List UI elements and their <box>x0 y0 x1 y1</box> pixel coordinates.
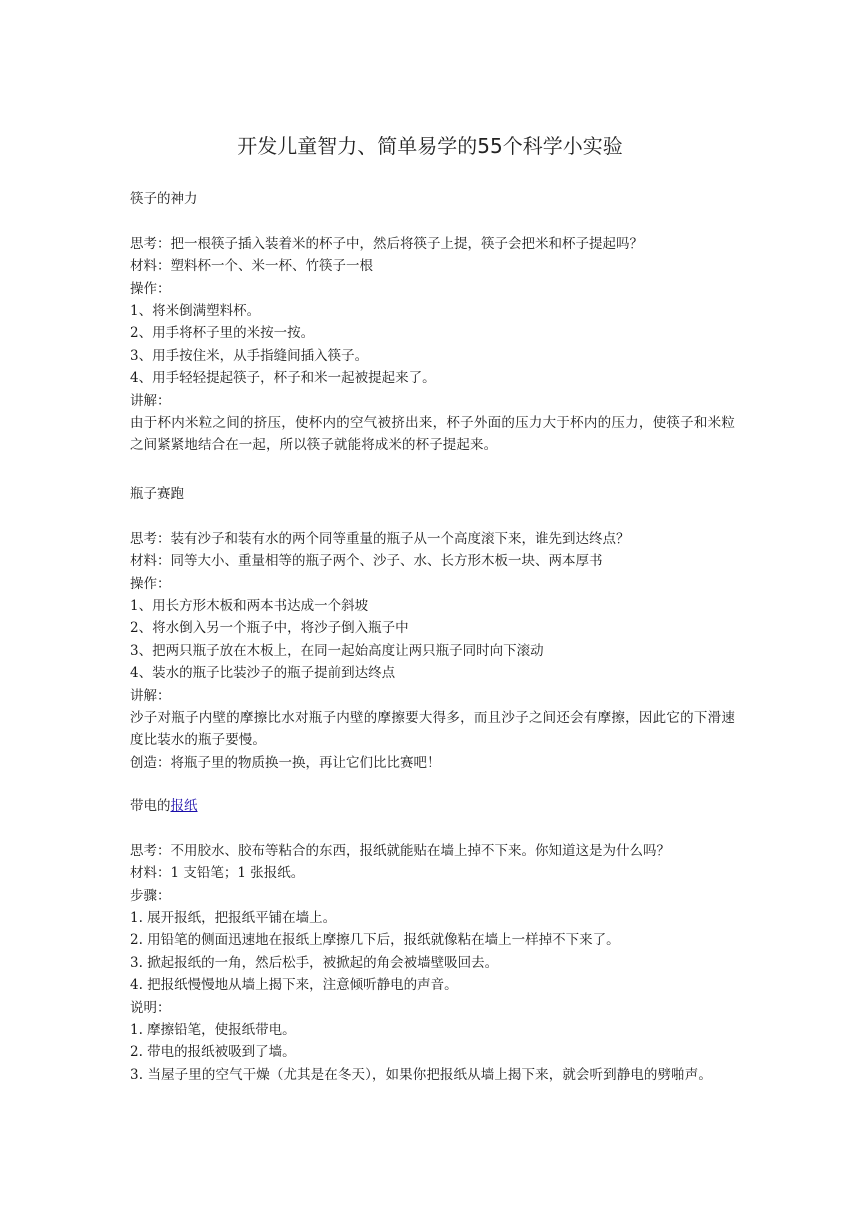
think-line: 思考：装有沙子和装有水的两个同等重量的瓶子从一个高度滚下来，谁先到达终点？ <box>130 530 630 547</box>
step-item: 1、用长方形木板和两本书达成一个斜坡 <box>130 598 369 615</box>
step-item: 1、将米倒满塑料杯。 <box>130 303 261 320</box>
materials-line: 材料：同等大小、重量相等的瓶子两个、沙子、水、长方形木板一块、两本厚书 <box>130 553 603 570</box>
step-item: 2、用手将杯子里的米按一按。 <box>130 325 315 342</box>
heading-prefix: 带电的 <box>130 798 171 814</box>
step-item: 2. 用铅笔的侧面迅速地在报纸上摩擦几下后，报纸就像粘在墙上一样掉不下来了。 <box>130 932 620 949</box>
step-item: 3、用手按住米，从手指缝间插入筷子。 <box>130 347 369 364</box>
section-bottle-race <box>130 483 735 774</box>
think-line: 思考：不用胶水、胶布等粘合的东西，报纸就能贴在墙上掉不下来。你知道这是为什么吗？ <box>130 842 670 859</box>
create-line: 创造：将瓶子里的物质换一换，再让它们比比赛吧！ <box>130 754 441 771</box>
explain-paragraph: 沙子对瓶子内壁的摩擦比水对瓶子内壁的摩擦要大得多，而且沙子之间还会有摩擦，因此它的下滑速度比装水的瓶子要慢。 <box>130 710 735 749</box>
section-heading: 瓶子赛跑 <box>130 486 184 502</box>
materials-line: 材料：塑料杯一个、米一杯、竹筷子一根 <box>130 258 373 275</box>
step-item: 4、用手轻轻提起筷子，杯子和米一起被提起来了。 <box>130 370 436 387</box>
section-heading <box>130 795 735 817</box>
think-line: 思考：把一根筷子插入装着米的杯子中，然后将筷子上提，筷子会把米和杯子提起吗？ <box>130 235 643 252</box>
document-title: 开发儿童智力、简单易学的55个科学小实验 <box>237 134 623 158</box>
steps-label: 操作： <box>130 575 171 592</box>
steps-label: 操作： <box>130 280 171 297</box>
step-item: 1. 展开报纸，把报纸平铺在墙上。 <box>130 910 337 927</box>
newspaper-link[interactable]: 报纸 <box>170 798 198 814</box>
materials-line: 材料：1 支铅笔；1 张报纸。 <box>130 865 305 882</box>
explain-label: 讲解： <box>130 687 171 704</box>
explain-label: 讲解： <box>130 392 171 409</box>
section-chopsticks <box>130 188 735 457</box>
step-item: 2、将水倒入另一个瓶子中，将沙子倒入瓶子中 <box>130 620 409 637</box>
explain-paragraph: 由于杯内米粒之间的挤压，使杯内的空气被挤出来，杯子外面的压力大于杯内的压力，使筷子和米粒之间紧紧地结合在一起，所以筷子就能将成米的杯子提起来。 <box>130 415 735 454</box>
explain-item: 1. 摩擦铅笔，使报纸带电。 <box>130 1022 296 1039</box>
step-item: 4. 把报纸慢慢地从墙上揭下来，注意倾听静电的声音。 <box>130 977 458 994</box>
section-heading: 筷子的神力 <box>130 191 198 207</box>
step-item: 3、把两只瓶子放在木板上，在同一起始高度让两只瓶子同时向下滚动 <box>130 642 544 659</box>
explain-label: 说明： <box>130 999 171 1016</box>
step-item: 4、装水的瓶子比装沙子的瓶子提前到达终点 <box>130 665 396 682</box>
steps-label: 步骤： <box>130 887 171 904</box>
section-charged-newspaper <box>130 795 735 1086</box>
explain-item: 3. 当屋子里的空气干燥（尤其是在冬天），如果你把报纸从墙上揭下来，就会听到静电的劈啪声。 <box>130 1066 712 1083</box>
explain-item: 2. 带电的报纸被吸到了墙。 <box>130 1044 296 1061</box>
step-item: 3. 掀起报纸的一角，然后松手，被掀起的角会被墙壁吸回去。 <box>130 954 499 971</box>
